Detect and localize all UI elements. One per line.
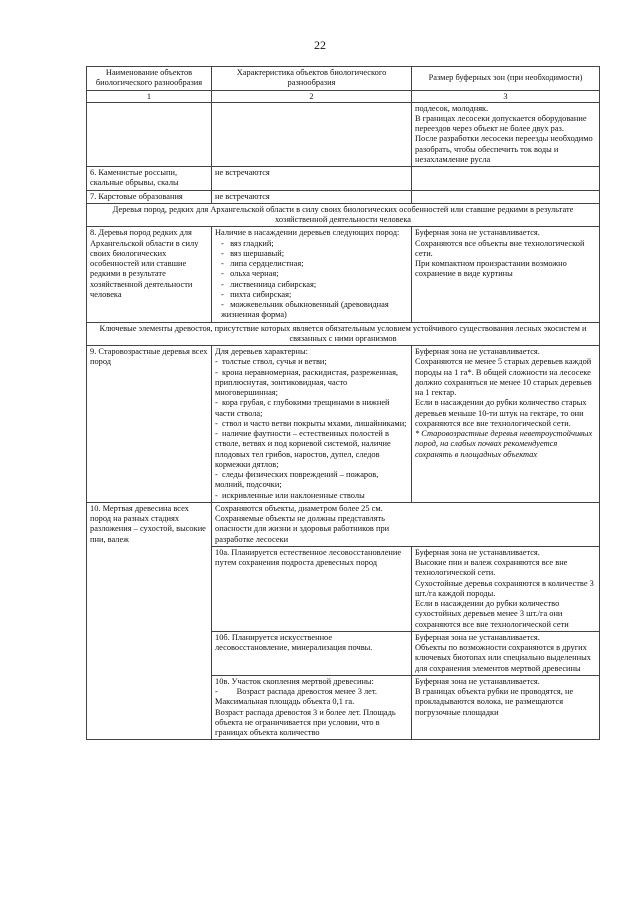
list-item: Возраст распада древостоя 3 и более лет. Площадь объекта не ограничивается при условии, что в границах объекта количество <box>215 707 396 738</box>
list-item: - толстые ствол, сучья и ветви; <box>215 357 327 367</box>
buffer-text: В границах объекта рубки не проводятся, не прокладываются волока, не размещаются погрузочные площадки <box>415 687 574 717</box>
description-text: Сохраняются объекты, диаметром более 25 см. Сохраняемые объекты не должны представлять опасности для жизни и здоровья работников при разработке лесосеки <box>215 503 390 544</box>
list-item: - крона неравномерная, раскидистая, разреженная, приплюснутая, зонтиковидная, часто многовершинная; <box>215 367 399 398</box>
list-item: - ольха черная; <box>221 269 279 279</box>
table-header-row <box>87 67 600 91</box>
table-row <box>87 190 600 203</box>
buffer-cell <box>412 346 600 503</box>
list-item: - кора грубая, с глубокими трещинами в нижней части ствола; <box>215 398 390 418</box>
object-description: не встречаются <box>212 190 412 203</box>
column-number: 2 <box>212 90 412 102</box>
table-row <box>87 346 600 503</box>
column-number: 3 <box>412 90 600 102</box>
object-name: 7. Карстовые образования <box>87 190 212 203</box>
buffer-cell <box>412 546 600 631</box>
table-row-continued <box>87 102 600 167</box>
object-description: не встречаются <box>212 167 412 191</box>
buffer-text: Объекты по возможности сохраняются в других ключевых биотопах или специально выделенных для сохранения элементов мертвой древесины <box>415 643 591 673</box>
object-name: 9. Старовозрастные деревья всех пород <box>87 346 212 503</box>
section-heading: Деревья пород, редких для Архангельской области в силу своих биологических особенностей или ставшие редкими в результате хозяйственной деятельности человека <box>87 203 600 227</box>
sub-description <box>212 675 412 740</box>
buffer-text: Буферная зона не устанавливается. <box>415 347 540 357</box>
table-row <box>87 227 600 322</box>
buffer-cell <box>412 102 600 167</box>
description-intro: Наличие в насаждении деревьев следующих пород: <box>215 228 400 238</box>
section-heading: Ключевые элементы древостоя, присутствие которых является обязательным условием устойчивого существования лесных экосистем и связанных с ними организмов <box>87 322 600 346</box>
table-row <box>87 167 600 191</box>
buffer-text: Сохраняются не менее 5 старых деревьев каждой породы на 1 га*. В общей сложности на лесосеке должно сохраняться не менее 10 старых деревьев на 1 гектар. <box>415 357 592 398</box>
sub-title: 10в. Участок скопления мертвой древесины: <box>215 676 374 686</box>
list-item: - Возраст распада древостоя менее 3 лет. Максимальная площадь объекта 0,1 га. <box>215 687 378 707</box>
buffer-text: Буферная зона не устанавливается. <box>415 632 540 642</box>
header-buffer: Размер буферных зон (при необходимости) <box>412 67 600 91</box>
buffer-text: Сохраняются все объекты вне технологической сети. <box>415 238 585 258</box>
buffer-text: При компактном произрастании возможно сохранение в виде куртины <box>415 259 567 279</box>
section-row <box>87 203 600 227</box>
sub-description: 10б. Планируется искусственное лесовосстановление, минерализация почвы. <box>212 631 412 675</box>
column-number: 1 <box>87 90 212 102</box>
section-row <box>87 322 600 346</box>
buffer-cell <box>412 675 600 740</box>
object-name: 8. Деревья пород редких для Архангельской области в силу своих биологических особенностей или ставшие редкими в результате хозяйственной деятельности человека <box>87 227 212 322</box>
buffer-text: Высокие пни и валеж сохраняются все вне технологической сети. <box>415 558 568 578</box>
column-number-row <box>87 90 600 102</box>
page-number: 22 <box>314 38 326 52</box>
object-name: 6. Каменистые россыпи, скальные обрывы, скалы <box>87 167 212 191</box>
object-description <box>212 227 412 322</box>
buffer-text: Сухостойные деревья сохраняются в количестве 3 шт./га каждой породы. <box>415 578 594 598</box>
header-objects: Наименование объектов биологического разнообразия <box>87 67 212 91</box>
buffer-text: В границах лесосеки допускается оборудование переездов через объект не более двух раз. <box>415 113 587 134</box>
biodiversity-table <box>86 66 600 740</box>
buffer-cell <box>412 227 600 322</box>
list-item: - искривленные или наклоненные стволы <box>215 490 365 500</box>
table-row <box>87 502 600 546</box>
list-item: - липа сердцелистная; <box>221 259 304 269</box>
buffer-text: Буферная зона не устанавливается. <box>415 676 540 686</box>
list-item: - наличие фаутности – естественных полостей в стволе, ветвях и под корневой системой, наличие плодовых тел грибов, наростов, дупел, следов кормежки дятлов; <box>215 429 391 469</box>
buffer-cell <box>412 631 600 675</box>
buffer-text: Если в насаждении до рубки количество сухостойных деревьев менее 3 шт./га они сохраняются все вне технологической сети <box>415 599 569 629</box>
description-intro: Для деревьев характерны: <box>215 347 308 357</box>
header-characteristics: Характеристика объектов биологического разнообразия <box>212 67 412 91</box>
object-name: 10. Мертвая древесина всех пород на разных стадиях разложения – сухостой, высокие пни, валеж <box>87 502 212 740</box>
buffer-text: После разработки лесосеки переезды необходимо разобрать, чтобы обеспечить ток воды и незахламление русла <box>415 134 593 164</box>
list-item: - следы физических повреждений – пожаров, молний, подсочки; <box>215 470 379 490</box>
list-item: - ствол и часто ветви покрыты мхами, лишайниками; <box>215 418 407 428</box>
buffer-text: Если в насаждении до рубки количество старых деревьев меньше 10-ти штук на гектаре, то они сохраняются все вне технологической сети. <box>415 398 587 428</box>
sub-description: 10а. Планируется естественное лесовосстановление путем сохранения подроста древесных пород <box>212 546 412 631</box>
list-item: - пихта сибирская; <box>221 289 292 299</box>
buffer-text: Буферная зона не устанавливается. <box>415 228 540 238</box>
list-item: - лиственница сибирская; <box>221 279 317 289</box>
list-item: - можжевельник обыкновенный (древовидная жизненная форма) <box>221 300 389 320</box>
buffer-text: Буферная зона не устанавливается. <box>415 547 540 557</box>
object-description <box>212 346 412 503</box>
buffer-note: * Старовозрастные деревья неветроустойчивых пород, на слабых почвах рекомендуется сохранять в площадных объектах <box>415 429 593 459</box>
buffer-text: подлесок, молодняк. <box>415 103 489 113</box>
object-description <box>212 502 600 546</box>
list-item: - вяз шершавый; <box>221 248 285 258</box>
list-item: - вяз гладкий; <box>221 238 274 248</box>
